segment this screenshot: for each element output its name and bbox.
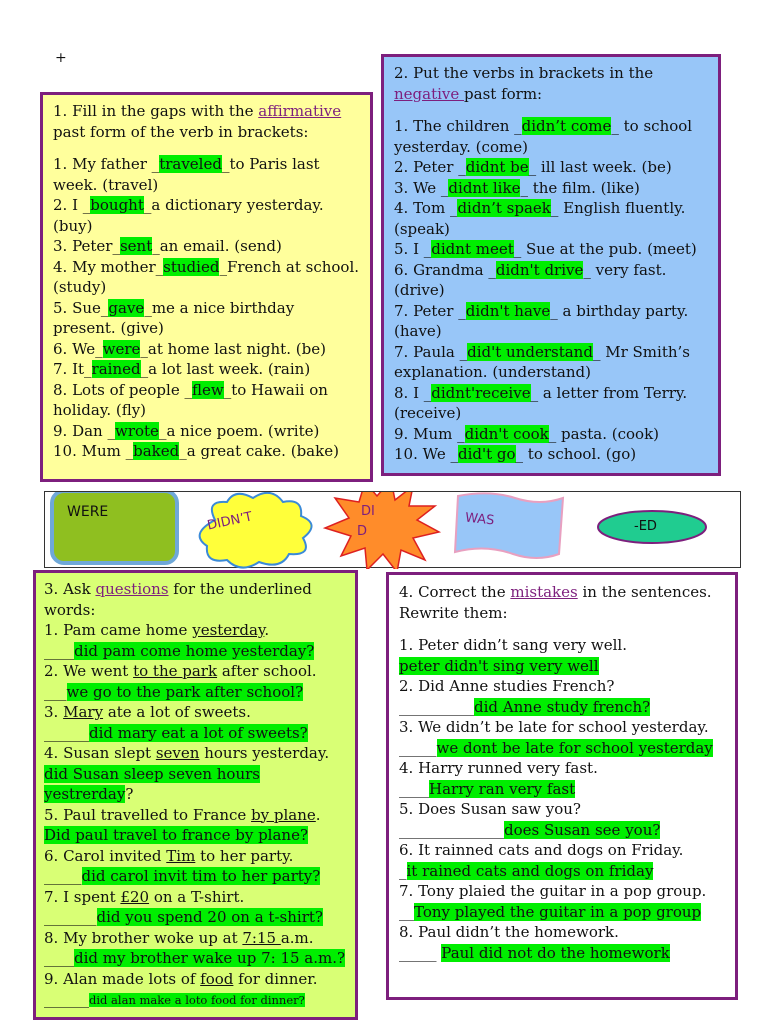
item-text: 10. We _	[394, 445, 458, 463]
list-item	[394, 342, 708, 383]
answer-highlight: we dont be late for school yesterday	[436, 738, 713, 757]
title-text: 2. Put the verbs in brackets in the	[394, 64, 654, 82]
item-text: _ a birthday party. (have)	[394, 301, 689, 340]
answer-5: Did paul travel to france by plane?	[44, 826, 308, 844]
exercise-1-affirmative	[40, 92, 373, 482]
answer-6: _____did carol invit tim to her party?	[44, 867, 321, 885]
list-item	[394, 424, 708, 445]
item-text: _a lot last week. (rain)	[140, 360, 311, 378]
word-did-2: D	[357, 524, 368, 539]
list-item	[53, 421, 360, 442]
list-item	[399, 922, 725, 943]
list-item	[399, 840, 725, 861]
list-item	[394, 383, 708, 424]
question-3: 3. Mary ate a lot of sweets.	[44, 703, 251, 721]
were-shape	[52, 492, 177, 563]
item-text: 7. Peter _	[394, 301, 466, 320]
list-item	[399, 635, 725, 656]
item-text: 6. We_	[53, 339, 103, 358]
item-text: _ very fast. (drive)	[394, 260, 667, 299]
word-ed: -ED	[634, 519, 657, 534]
exercise-4-list	[399, 635, 725, 963]
answer-highlight: baked	[133, 442, 180, 460]
item-text: 7. It_	[53, 360, 92, 378]
answer-highlight: Harry ran very fast	[429, 779, 576, 798]
answer-highlight: didnt be	[465, 158, 529, 176]
answer-highlight: did Anne study french?	[474, 697, 651, 716]
answer-highlight: rained	[91, 360, 141, 378]
answer-8: ____did my brother wake up 7: 15 a.m.?	[44, 949, 346, 967]
blank-line: ____	[399, 779, 429, 798]
item-text: _ English fluently. (speak)	[394, 199, 686, 238]
item-text: _a dictionary yesterday. (buy)	[53, 196, 324, 235]
question-2: 2. We went to the park after school.	[44, 662, 317, 680]
answer-7: _______did you spend 20 on a t-shirt?	[44, 908, 323, 926]
list-item	[53, 441, 360, 462]
blank-line: _____	[399, 738, 437, 757]
question-4: 4. Susan slept seven hours yesterday.	[44, 744, 330, 762]
item-text: 1. The children _	[394, 117, 522, 135]
answer-highlight: didn't cook	[464, 424, 549, 443]
list-item	[399, 676, 725, 697]
exercise-2-list	[394, 116, 708, 465]
answer-highlight: didn't drive	[495, 260, 584, 279]
item-text: 9. Mum _	[394, 424, 465, 443]
list-item	[53, 380, 360, 421]
list-item	[53, 195, 360, 236]
item-text: _ a letter from Terry. (receive)	[394, 383, 688, 422]
item-text: 8. Lots of people _	[53, 380, 192, 399]
blank-line: ______________	[399, 820, 504, 839]
answer-9: ______did alan make a loto food for dinner?	[44, 990, 305, 1008]
item-text: 1. My father _	[53, 155, 160, 173]
answer-highlight: does Susan see you?	[504, 820, 661, 839]
title-text: past form of the verb in brackets:	[53, 122, 309, 141]
answer-3: ______did mary eat a lot of sweets?	[44, 723, 308, 742]
keyword-mistakes: mistakes	[510, 583, 578, 601]
answer-line	[399, 820, 725, 841]
list-item	[394, 198, 708, 239]
list-item	[394, 178, 708, 199]
item-text: 5. Sue_	[53, 298, 109, 317]
item-text: 4. Harry runned very fast.	[399, 759, 598, 777]
item-text: 8. I _	[394, 383, 432, 402]
answer-highlight: didnt meet	[431, 240, 514, 258]
answer-line	[399, 779, 725, 800]
item-text: _ to school. (go)	[515, 445, 637, 463]
list-item	[399, 717, 725, 738]
item-text: 10. Mum _	[53, 442, 134, 460]
item-text: 4. My mother_	[53, 257, 164, 276]
item-text: 4. Tom _	[394, 199, 458, 217]
list-item	[53, 154, 360, 195]
blank-line: _	[399, 861, 407, 880]
answer-highlight: bought	[90, 196, 144, 214]
exercise-1-title	[53, 101, 360, 142]
item-text: _to Hawaii on holiday. (fly)	[53, 380, 328, 419]
answer-highlight: it rained cats and dogs on friday	[406, 861, 654, 880]
answer-line	[399, 697, 725, 718]
item-text: 6. It rainned cats and dogs on Friday.	[399, 841, 684, 859]
item-text: _a great cake. (bake)	[179, 442, 339, 460]
item-text: _me a nice birthday present. (give)	[53, 298, 295, 337]
plus-mark: +	[55, 50, 67, 66]
blank-line: __________	[399, 697, 474, 716]
item-text: _a nice poem. (write)	[158, 421, 320, 440]
answer-highlight: gave	[108, 298, 145, 317]
answer-highlight: wrote	[114, 421, 159, 440]
answer-line	[399, 943, 725, 964]
list-item	[394, 157, 708, 178]
item-text: _ Sue at the pub. (meet)	[513, 240, 697, 258]
item-text: _ ill last week. (be)	[528, 158, 672, 176]
list-item	[53, 236, 360, 257]
answer-highlight: didnt'receive	[431, 383, 531, 402]
answer-highlight: Paul did not do the homework	[441, 943, 670, 962]
title-text: past form:	[464, 84, 543, 103]
list-item	[53, 257, 360, 298]
question-7: 7. I spent £20 on a T-shirt.	[44, 887, 245, 906]
exercise-3-title	[44, 579, 347, 620]
title-text: 1. Fill in the gaps with the	[53, 102, 259, 120]
word-was: WAS	[464, 510, 496, 529]
list-item	[394, 260, 708, 301]
item-text: 6. Grandma _	[394, 260, 496, 279]
blank-line: _____	[399, 943, 442, 962]
answer-line	[399, 656, 725, 677]
item-text: 8. Paul didn’t the homework.	[399, 923, 619, 941]
question-1: 1. Pam came home yesterday.	[44, 621, 270, 639]
list-item	[394, 444, 708, 465]
answer-highlight: were	[102, 339, 141, 358]
list-item	[53, 359, 360, 380]
blank-line: __	[399, 902, 414, 921]
list-item	[394, 116, 708, 157]
item-text: 1. Peter didn’t sang very well.	[399, 636, 627, 654]
answer-highlight: traveled	[159, 155, 222, 173]
title-text: 3. Ask	[44, 580, 96, 598]
answer-highlight: didnt like	[448, 178, 521, 197]
item-text: 2. Did Anne studies French?	[399, 677, 615, 695]
keyword-questions: questions	[95, 580, 169, 598]
word-were: WERE	[67, 504, 109, 520]
word-bank	[44, 491, 741, 568]
title-text: 4. Correct the	[399, 583, 511, 601]
item-text: 9. Dan _	[53, 421, 115, 440]
exercise-2-title	[394, 63, 708, 104]
question-6: 6. Carol invited Tim to her party.	[44, 846, 294, 865]
answer-2: ___we go to the park after school?	[44, 682, 304, 701]
item-text: _to Paris last week. (travel)	[53, 155, 320, 194]
exercise-1-list	[53, 154, 360, 462]
answer-highlight: studied	[163, 257, 220, 276]
item-text: 3. We didn’t be late for school yesterday.	[399, 718, 709, 736]
item-text: _ pasta. (cook)	[548, 424, 660, 443]
list-item	[394, 239, 708, 260]
answer-highlight: did't understand	[467, 342, 593, 361]
item-text: _French at school. (study)	[53, 257, 360, 296]
list-item	[394, 301, 708, 342]
item-text: _an email. (send)	[152, 237, 282, 255]
keyword-affirmative: affirmative	[258, 102, 342, 120]
answer-highlight: didn't have	[465, 301, 551, 320]
exercise-4-mistakes	[386, 572, 738, 1000]
item-text: _at home last night. (be)	[140, 339, 326, 358]
answer-highlight: didn’t come	[521, 117, 612, 135]
word-did-1: DI	[361, 504, 375, 519]
answer-highlight: sent	[119, 237, 153, 255]
answer-highlight: didn’t spaek	[457, 199, 551, 217]
exercise-3-questions	[33, 570, 358, 1020]
item-text: 5. I _	[394, 240, 432, 258]
item-text: 7. Tony plaied the guitar in a pop group.	[399, 882, 707, 900]
item-text: 3. Peter_	[53, 237, 120, 255]
question-5: 5. Paul travelled to France by plane.	[44, 805, 321, 824]
answer-1: ____did pam come home yesterday?	[44, 641, 315, 660]
item-text: 7. Paula _	[394, 342, 468, 361]
answer-highlight: peter didn't sing very well	[399, 656, 599, 675]
answer-highlight: flew	[191, 380, 224, 399]
item-text: _ the film. (like)	[520, 178, 640, 197]
item-text: 3. We _	[394, 178, 449, 197]
answer-line	[399, 738, 725, 759]
item-text: _ Mr Smith’s explanation. (understand)	[394, 342, 690, 381]
list-item	[399, 881, 725, 902]
item-text: _ to school yesterday. (come)	[394, 117, 693, 156]
answer-line	[399, 902, 725, 923]
question-8: 8. My brother woke up at 7:15 a.m.	[44, 928, 314, 947]
list-item	[53, 339, 360, 360]
list-item	[53, 298, 360, 339]
keyword-negative: negative	[394, 84, 465, 103]
item-text: 5. Does Susan saw you?	[399, 800, 581, 818]
list-item	[399, 758, 725, 779]
answer-highlight: Tony played the guitar in a pop group	[414, 902, 702, 921]
title-text: for the underlined words:	[44, 580, 312, 619]
word-didnt: DIDN’T	[205, 509, 254, 534]
answer-highlight: did't go	[457, 445, 516, 463]
answer-4: did Susan sleep seven hours yestrerday?	[44, 764, 260, 803]
question-9: 9. Alan made lots of food for dinner.	[44, 969, 318, 988]
answer-line	[399, 861, 725, 882]
exercise-2-negative	[381, 54, 721, 476]
item-text: 2. Peter _	[394, 158, 466, 176]
list-item	[399, 799, 725, 820]
title-text: in the sentences. Rewrite them:	[399, 583, 712, 622]
exercise-4-title	[399, 582, 725, 623]
did-star	[325, 492, 439, 569]
item-text: 2. I _	[53, 196, 91, 214]
